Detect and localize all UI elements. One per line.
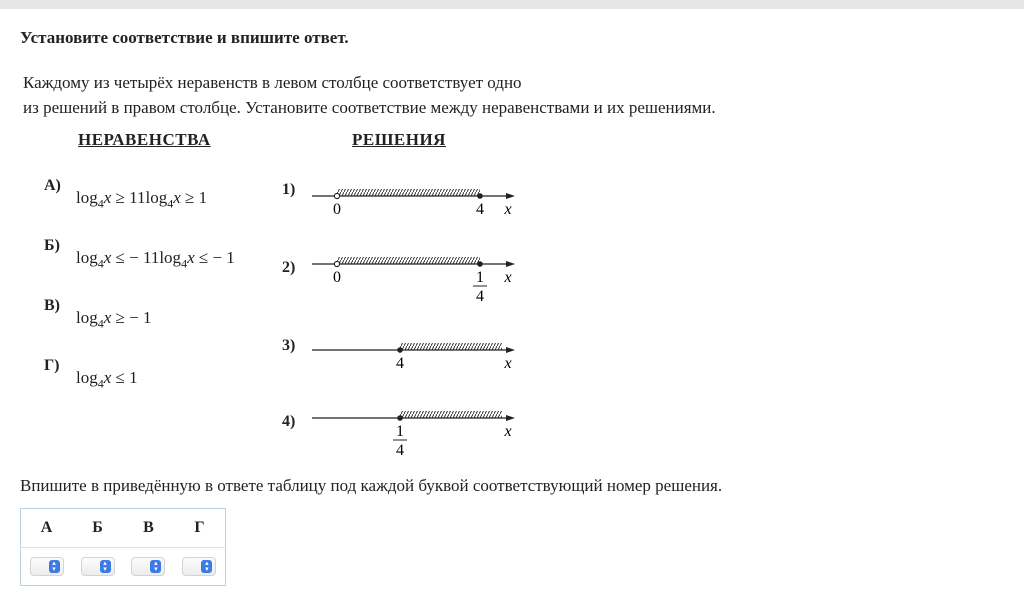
- tick-label-point: 4: [396, 355, 404, 372]
- axis-variable: x: [504, 269, 512, 286]
- solution-number-1: 1): [282, 181, 296, 198]
- solution-2-number-line: [305, 248, 530, 318]
- closed-point: [397, 415, 403, 421]
- answer-select-a[interactable]: [30, 557, 64, 576]
- fraction-numerator: 1: [396, 423, 404, 440]
- axis-arrow: [506, 415, 515, 421]
- up-down-chevron-icon: ▴ ▾: [100, 560, 111, 573]
- closed-point: [397, 347, 403, 353]
- axis-variable: x: [504, 355, 512, 372]
- answer-select-v[interactable]: [131, 557, 165, 576]
- inequality-v: $\log_4x$ ≥ − 1: [76, 308, 152, 331]
- fraction-numerator: 1: [476, 269, 484, 286]
- inequality-letter-v: В): [44, 297, 60, 314]
- inequalities-header: НЕРАВЕНСТВА: [78, 130, 211, 149]
- inequality-b: $\log_4x$ ≤ − $11\log_4x$ ≤ − 1: [76, 248, 235, 271]
- solution-interval-hatch: [337, 189, 480, 196]
- answer-column-v: В: [123, 509, 174, 548]
- solution-interval-hatch: [337, 257, 480, 264]
- closed-point: [477, 261, 483, 267]
- up-down-chevron-icon: ▴ ▾: [201, 560, 212, 573]
- fraction-denominator: 4: [396, 442, 404, 459]
- inequality-letter-a: А): [44, 177, 61, 194]
- task-title: Установите соответствие и впишите ответ.: [20, 28, 349, 47]
- up-down-chevron-icon: ▴ ▾: [150, 560, 161, 573]
- top-bar: [0, 0, 1024, 9]
- axis-arrow: [506, 193, 515, 199]
- instructions-line-1: Каждому из четырёх неравенств в левом столбце соответствует одно: [23, 73, 522, 92]
- axis-arrow: [506, 347, 515, 353]
- fraction-denominator: 4: [476, 288, 484, 305]
- open-point: [334, 193, 339, 198]
- answer-select-b[interactable]: [81, 557, 115, 576]
- solution-interval-hatch: [400, 411, 502, 418]
- answer-column-a: А: [21, 509, 73, 548]
- answer-select-g[interactable]: [182, 557, 216, 576]
- instructions-line-2: из решений в правом столбце. Установите соответствие между неравенствами и их решениями.: [23, 98, 716, 117]
- inequality-letter-g: Г): [44, 357, 60, 374]
- answer-instructions: Впишите в приведённую в ответе таблицу под каждой буквой соответствующий номер решения.: [20, 476, 723, 495]
- solutions-header: РЕШЕНИЯ: [352, 130, 446, 149]
- solution-number-2: 2): [282, 259, 296, 276]
- answer-table-header-row: [21, 509, 226, 548]
- solution-interval-hatch: [400, 343, 502, 350]
- open-point: [334, 261, 339, 266]
- inequality-a: $\log_4x \ge 11\log_4x \ge 1$: [76, 188, 208, 211]
- axis-variable: x: [504, 423, 512, 440]
- task-instructions: [23, 70, 716, 120]
- solution-4-number-line: [305, 402, 530, 472]
- tick-label-left: 0: [333, 269, 341, 286]
- closed-point: [477, 193, 483, 199]
- answer-column-g: Г: [174, 509, 226, 548]
- tick-label-right: 4: [476, 201, 484, 218]
- answer-table-select-row: [21, 548, 226, 586]
- answer-column-b: Б: [72, 509, 123, 548]
- axis-arrow: [506, 261, 515, 267]
- solution-3-number-line: [305, 334, 530, 404]
- axis-variable: x: [504, 201, 512, 218]
- solution-number-3: 3): [282, 337, 296, 354]
- inequality-g: $\log_4x \le 1$: [76, 368, 138, 391]
- inequality-letter-b: Б): [44, 237, 60, 254]
- solution-number-4: 4): [282, 413, 296, 430]
- solution-1-number-line: [305, 180, 530, 250]
- up-down-chevron-icon: ▴ ▾: [49, 560, 60, 573]
- answer-table: [20, 508, 226, 586]
- tick-label-left: 0: [333, 201, 341, 218]
